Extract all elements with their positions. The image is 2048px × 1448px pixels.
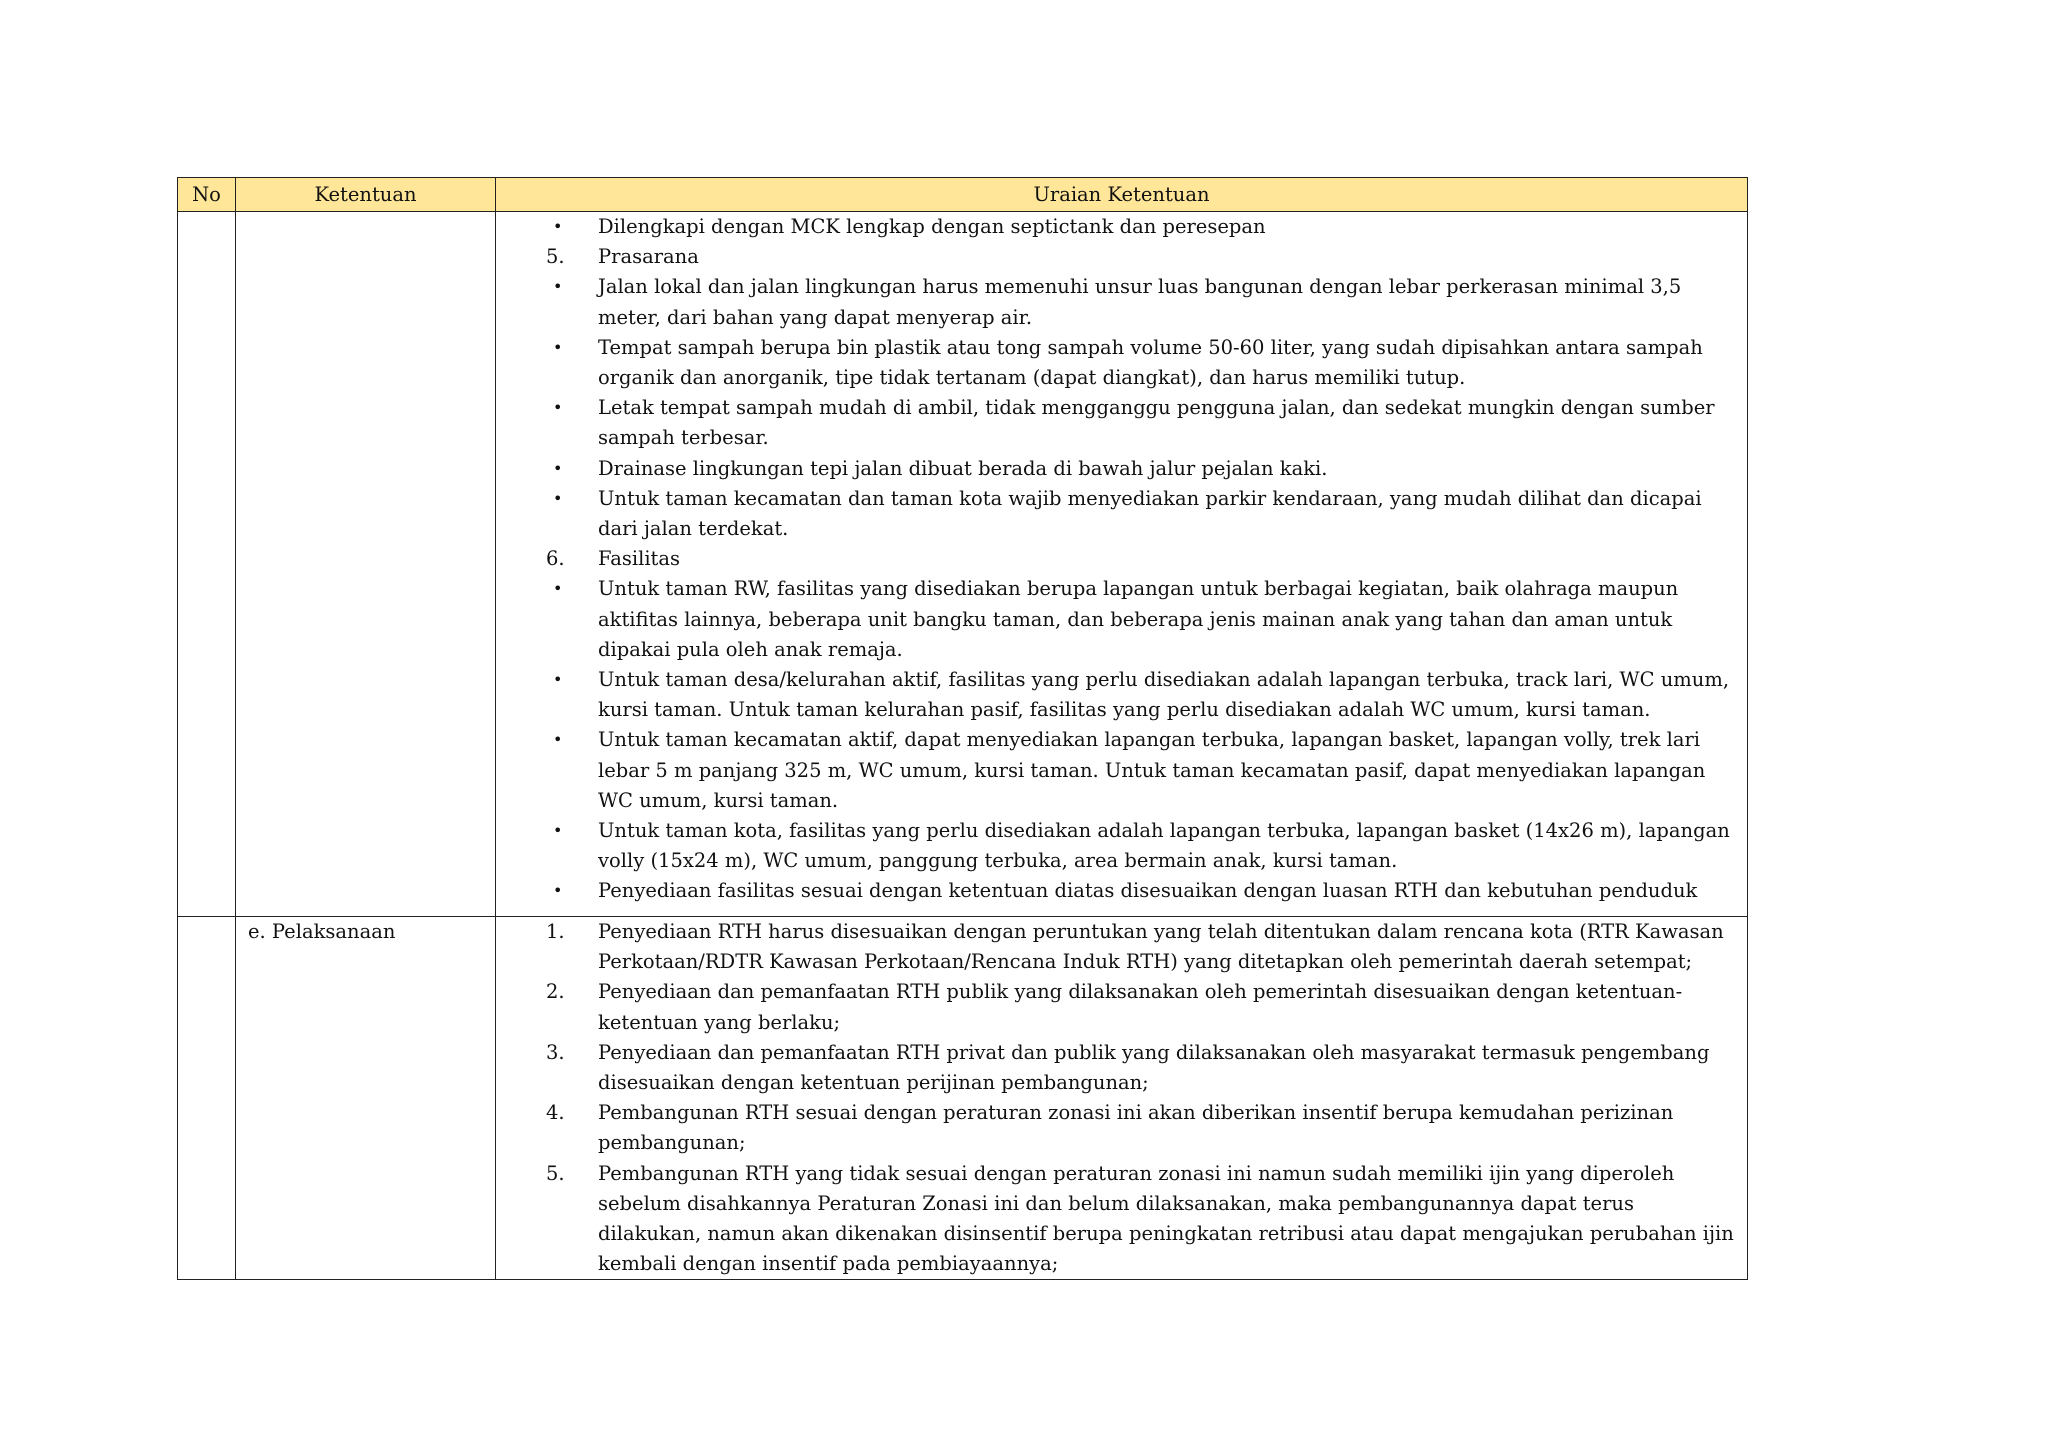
- header-no: No: [178, 178, 236, 212]
- number-marker: 6.: [546, 547, 565, 571]
- number-marker: 5.: [546, 1161, 565, 1185]
- bullet-marker: •: [553, 881, 563, 901]
- list-item-text: Letak tempat sampah mudah di ambil, tidak mengganggu pengguna jalan, dan sedekat mungkin dengan sumber sampah terbesar.: [598, 396, 1715, 450]
- bullet-marker: •: [553, 337, 563, 357]
- list-item: [496, 212, 1747, 242]
- list-item: [496, 1038, 1747, 1098]
- number-marker: 1.: [546, 920, 565, 943]
- list-item: [496, 876, 1747, 906]
- list-item-text: Penyediaan fasilitas sesuai dengan ketentuan diatas disesuaikan dengan luasan RTH dan kebutuhan penduduk: [598, 879, 1698, 903]
- list-item-text: Untuk taman desa/kelurahan aktif, fasilitas yang perlu disediakan adalah lapangan terbuka, track lari, WC umum, kursi taman. Untuk taman kelurahan pasif, fasilitas yang perlu disediakan adalah WC umum, kursi taman.: [598, 668, 1730, 722]
- list-item-text: Dilengkapi dengan MCK lengkap dengan septictank dan peresepan: [598, 215, 1266, 238]
- list-item: [496, 917, 1747, 977]
- table-row: [178, 917, 1748, 1280]
- list-item: [496, 977, 1747, 1037]
- list-item: [496, 816, 1747, 876]
- cell-uraian: [496, 212, 1748, 917]
- uraian-list: [496, 917, 1747, 1279]
- list-item: [496, 484, 1747, 544]
- cell-ketentuan: e. Pelaksanaan: [236, 917, 496, 1280]
- list-item-text: Fasilitas: [598, 547, 681, 571]
- number-marker: 4.: [546, 1101, 565, 1125]
- list-item: [496, 725, 1747, 816]
- list-item: [496, 454, 1747, 484]
- uraian-list: [496, 212, 1747, 907]
- list-item-text: Pembangunan RTH sesuai dengan peraturan zonasi ini akan diberikan insentif berupa kemudahan perizinan pembangunan;: [598, 1101, 1674, 1155]
- list-item: [496, 1098, 1747, 1158]
- number-marker: 2.: [546, 980, 565, 1004]
- bullet-marker: •: [553, 217, 563, 236]
- list-item-text: Untuk taman kota, fasilitas yang perlu disediakan adalah lapangan terbuka, lapangan basket (14x26 m), lapangan volly (15x24 m), WC umum, panggung terbuka, area bermain anak, kursi taman.: [598, 819, 1730, 873]
- list-item-text: Untuk taman RW, fasilitas yang disediakan berupa lapangan untuk berbagai kegiatan, baik olahraga maupun aktifitas lainnya, beberapa unit bangku taman, dan beberapa jenis mainan anak yang tahan dan aman untuk dipakai pula oleh anak remaja.: [598, 577, 1679, 661]
- bullet-marker: •: [553, 579, 563, 599]
- ketentuan-table: [177, 177, 1748, 1280]
- list-item: [496, 272, 1747, 332]
- cell-no: [178, 917, 236, 1280]
- number-marker: 5.: [546, 245, 565, 269]
- list-item: [496, 544, 1747, 574]
- list-item: [496, 665, 1747, 725]
- cell-ketentuan: [236, 212, 496, 917]
- list-item-text: Drainase lingkungan tepi jalan dibuat berada di bawah jalur pejalan kaki.: [598, 456, 1328, 480]
- list-item-text: Pembangunan RTH yang tidak sesuai dengan peraturan zonasi ini namun sudah memiliki ijin yang diperoleh sebelum disahkannya Peraturan Zonasi ini dan belum dilaksanakan, maka pembangunannya dapat terus dilakukan, namun akan dikenakan disinsentif berupa peningkatan retribusi atau dapat mengajukan perubahan ijin kembali dengan insentif pada pembiayaannya;: [598, 1161, 1734, 1276]
- list-item-text: Untuk taman kecamatan dan taman kota wajib menyediakan parkir kendaraan, yang mudah dilihat dan dicapai dari jalan terdekat.: [598, 486, 1702, 541]
- list-item: [496, 574, 1747, 665]
- list-item-text: Penyediaan dan pemanfaatan RTH publik yang dilaksanakan oleh pemerintah disesuaikan dengan ketentuan-ketentuan yang berlaku;: [598, 980, 1683, 1034]
- list-item: [496, 393, 1747, 453]
- table-row: [178, 212, 1748, 917]
- bullet-marker: •: [553, 398, 563, 418]
- header-uraian: Uraian Ketentuan: [496, 178, 1748, 212]
- header-ketentuan: Ketentuan: [236, 178, 496, 212]
- table-header: [178, 178, 1748, 212]
- cell-uraian: [496, 917, 1748, 1280]
- bullet-marker: •: [553, 730, 563, 750]
- list-item-text: Penyediaan dan pemanfaatan RTH privat dan publik yang dilaksanakan oleh masyarakat termasuk pengembang disesuaikan dengan ketentuan perijinan pembangunan;: [598, 1040, 1710, 1095]
- bullet-marker: •: [553, 670, 563, 690]
- list-item-text: Penyediaan RTH harus disesuaikan dengan peruntukan yang telah ditentukan dalam rencana kota (RTR Kawasan Perkotaan/RDTR Kawasan Perkotaan/Rencana Induk RTH) yang ditetapkan oleh pemerintah daerah setempat;: [598, 920, 1724, 974]
- bullet-marker: •: [553, 277, 563, 297]
- list-item: [496, 333, 1747, 393]
- list-item: [496, 1159, 1747, 1280]
- list-item-text: Tempat sampah berupa bin plastik atau tong sampah volume 50-60 liter, yang sudah dipisahkan antara sampah organik dan anorganik, tipe tidak tertanam (dapat diangkat), dan harus memiliki tutup.: [598, 335, 1703, 390]
- bullet-marker: •: [553, 458, 563, 478]
- header-row: [178, 178, 1748, 212]
- bullet-marker: •: [553, 488, 563, 508]
- bullet-marker: •: [553, 821, 563, 841]
- number-marker: 3.: [546, 1040, 565, 1064]
- list-item-text: Jalan lokal dan jalan lingkungan harus memenuhi unsur luas bangunan dengan lebar perkerasan minimal 3,5 meter, dari bahan yang dapat menyerap air.: [598, 275, 1682, 329]
- list-item-text: Untuk taman kecamatan aktif, dapat menyediakan lapangan terbuka, lapangan basket, lapangan volly, trek lari lebar 5 m panjang 325 m, WC umum, kursi taman. Untuk taman kecamatan pasif, dapat menyediakan lapangan WC umum, kursi taman.: [598, 728, 1706, 812]
- list-item-text: Prasarana: [598, 245, 699, 269]
- list-item: [496, 242, 1747, 272]
- cell-no: [178, 212, 236, 917]
